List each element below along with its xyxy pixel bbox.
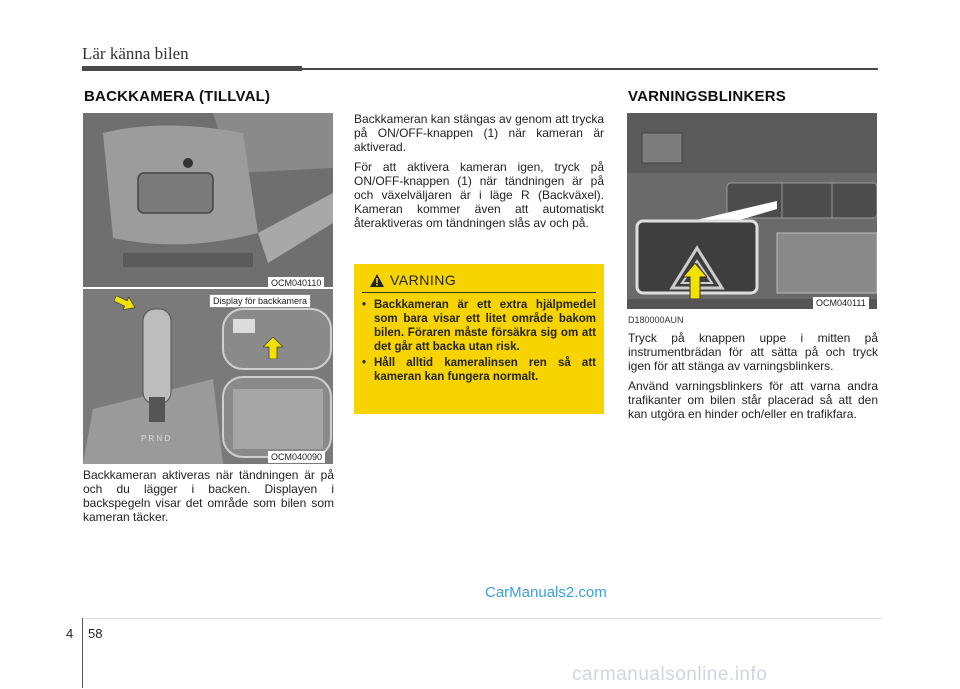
right-text-block <box>628 331 878 427</box>
warning-box <box>354 264 604 414</box>
header-rule <box>302 68 878 70</box>
page-number: 58 <box>88 626 103 641</box>
doc-code: D180000AUN <box>628 315 684 325</box>
paragraph-on-off: Backkameran kan stängas av genom att trycka på ON/OFF-knappen (1) när kameran är aktiverad. <box>354 112 604 154</box>
figure-code: OCM040090 <box>268 451 325 463</box>
paragraph-backkamera <box>83 468 334 530</box>
warning-list <box>362 298 596 384</box>
warning-divider <box>362 292 596 293</box>
warning-title: VARNING <box>390 272 457 288</box>
header-rule-thick <box>82 66 302 71</box>
middle-text-block <box>354 112 604 236</box>
figure-shifter-mirror <box>83 289 333 464</box>
paragraph-text: Backkameran aktiveras när tändningen är på och du lägger i backen. Displayen i backspegeln visar det område som bilen som kameran täcker. <box>83 468 334 524</box>
warning-item: • Håll alltid kameralinsen ren så att kameran kan fungera normalt. <box>362 356 596 384</box>
arrow-up-icon <box>263 337 283 359</box>
display-label: Display för backkamera <box>209 294 311 308</box>
chapter-number: 4 <box>66 626 74 641</box>
warning-item: • Backkameran är ett extra hjälpmedel som bara visar ett litet område bakom bilen. Föraren måste försäkra sig om att det går att backa utan risk. <box>362 298 596 354</box>
arrow-up-icon <box>683 263 707 299</box>
figure-hazard-button <box>627 113 877 309</box>
section-title-varningsblinkers: VARNINGSBLINKERS <box>628 88 786 105</box>
warning-header <box>370 272 596 288</box>
paragraph-hazard-press: Tryck på knappen uppe i mitten på instrumentbrädan för att sätta på och tryck igen för att stänga av varningsblinkers. <box>628 331 878 373</box>
footer-divider <box>82 618 83 688</box>
dashboard-illustration <box>627 113 877 309</box>
section-title-backkamera: BACKKAMERA (TILLVAL) <box>84 88 271 105</box>
warning-triangle-icon <box>370 274 384 287</box>
watermark-bottom[interactable]: carmanualsonline.info <box>572 664 768 685</box>
running-header: Lär känna bilen <box>82 44 189 63</box>
rear-car-illustration <box>83 113 333 287</box>
figure-code: OCM040110 <box>268 277 324 289</box>
figure-code: OCM040111 <box>813 297 869 309</box>
shifter-mirror-illustration <box>83 289 333 464</box>
paragraph-reactivate: För att aktivera kameran igen, tryck på ON/OFF-knappen (1) när tändningen är på och växelväljaren är i läge R (Backväxel). Kameran kommer även att automatiskt återaktiveras om tändningen slås av och på. <box>354 160 604 230</box>
watermark-top[interactable]: CarManuals2.com <box>485 584 607 601</box>
figure-rear-camera <box>83 113 333 287</box>
paragraph-hazard-use: Använd varningsblinkers för att varna andra trafikanter om bilen står placerad så att den kan utgöra en hinder och/eller en trafikfara. <box>628 379 878 421</box>
arrow-icon <box>114 296 136 310</box>
footer-rule <box>82 618 882 619</box>
svg-text:P R N D: P R N D <box>141 434 171 443</box>
